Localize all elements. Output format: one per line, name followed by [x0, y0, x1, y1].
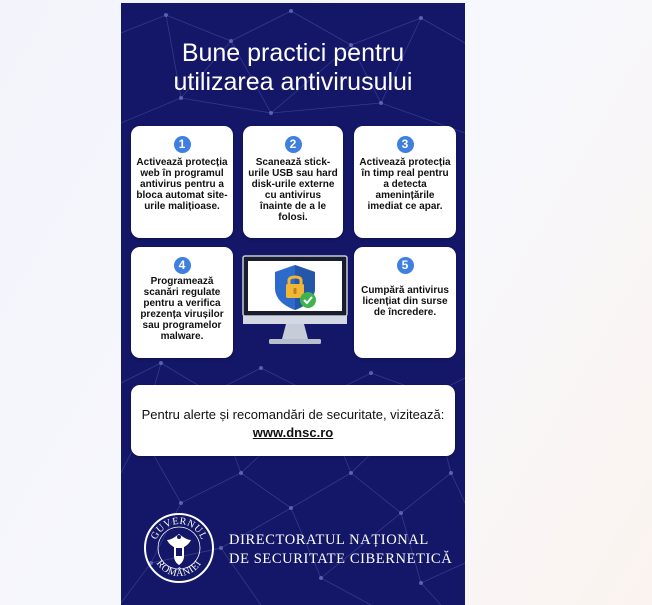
tip-number-3: 3 [397, 136, 414, 153]
tip-card-3 [354, 126, 456, 238]
tip-card-4 [131, 247, 233, 358]
organization-line-2: DE SECURITATE CIBERNETICĂ [229, 551, 453, 567]
seal-bottom-text: ROMÂNIEI [153, 558, 205, 580]
tip-number-4: 4 [174, 257, 191, 274]
seal-top-text: GUVERNUL [148, 515, 210, 542]
tip-number-2: 2 [285, 136, 302, 153]
tip-card-2 [243, 126, 343, 238]
infographic-poster [121, 3, 465, 605]
tip-number-1: 1 [174, 136, 191, 153]
tip-text-3: Activează protecția în timp real pentru a detecta amenințările imediat ce apar. [359, 157, 451, 212]
security-alerts-card [131, 385, 455, 456]
tip-text-1: Activează protecția web în programul antivirus pentru a bloca automat site-urile malițioase. [136, 157, 228, 212]
organization-line-1: DIRECTORATUL NAȚIONAL [229, 532, 429, 548]
dnsc-website-link[interactable]: www.dnsc.ro [252, 425, 334, 440]
tip-text-5: Cumpără antivirus licențiat din surse de încredere. [361, 285, 449, 318]
organization-name [229, 531, 452, 569]
tip-text-2: Scanează stick-urile USB sau hard disk-urile externe cu antivirus înainte de a le folosi. [248, 157, 338, 223]
poster-title: Bune practici pentru utilizarea antivirusului [173, 39, 413, 96]
computer-shield-lock-icon [242, 255, 352, 353]
government-seal-icon [143, 512, 215, 584]
tip-text-4: Programează scanări regulate pentru a verifica prezența virușilor sau programelor malware. [140, 276, 224, 342]
tip-card-1 [131, 126, 233, 238]
tip-card-5 [354, 247, 456, 358]
tip-number-5: 5 [397, 257, 414, 274]
alerts-text: Pentru alerte și recomandări de securitate, vizitează: [141, 407, 445, 422]
